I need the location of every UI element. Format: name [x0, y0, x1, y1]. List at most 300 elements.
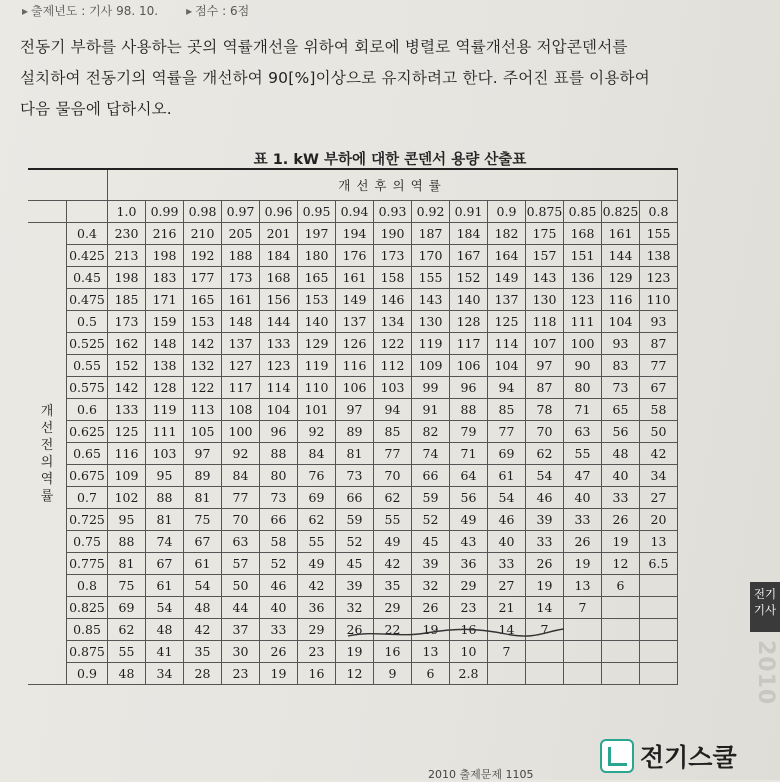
capacity-cell: 130 [526, 289, 564, 311]
capacity-cell: 87 [526, 377, 564, 399]
capacity-cell: 80 [260, 465, 298, 487]
capacity-cell: 45 [336, 553, 374, 575]
capacity-cell: 19 [260, 663, 298, 685]
capacity-cell: 62 [298, 509, 336, 531]
capacity-cell: 102 [108, 487, 146, 509]
table-corner [28, 169, 108, 201]
capacity-cell: 26 [412, 597, 450, 619]
capacity-cell: 113 [184, 399, 222, 421]
score-label: ▸ 점수 : 6점 [186, 2, 249, 19]
capacity-cell: 119 [412, 333, 450, 355]
capacity-cell: 156 [260, 289, 298, 311]
capacity-cell: 13 [564, 575, 602, 597]
before-pf-row-header: 0.425 [67, 245, 108, 267]
before-pf-row-header: 0.775 [67, 553, 108, 575]
capacity-cell: 167 [450, 245, 488, 267]
capacity-cell: 50 [640, 421, 678, 443]
capacity-cell: 103 [146, 443, 184, 465]
capacity-cell: 96 [450, 377, 488, 399]
question-line-3: 다음 물음에 답하시오. [20, 100, 172, 118]
capacity-cell: 111 [564, 311, 602, 333]
capacity-cell: 140 [450, 289, 488, 311]
before-pf-row-header: 0.8 [67, 575, 108, 597]
capacity-cell: 70 [374, 465, 412, 487]
capacity-cell: 26 [260, 641, 298, 663]
capacity-cell: 149 [488, 267, 526, 289]
capacity-cell: 164 [488, 245, 526, 267]
capacity-cell: 55 [108, 641, 146, 663]
capacity-cell: 39 [526, 509, 564, 531]
capacity-cell: 210 [184, 223, 222, 245]
capacity-cell: 125 [108, 421, 146, 443]
capacity-cell: 109 [108, 465, 146, 487]
capacity-cell: 81 [336, 443, 374, 465]
capacity-cell: 77 [640, 355, 678, 377]
capacity-cell: 29 [450, 575, 488, 597]
capacity-cell: 114 [488, 333, 526, 355]
capacity-cell: 62 [526, 443, 564, 465]
capacity-cell: 133 [260, 333, 298, 355]
capacity-cell: 119 [146, 399, 184, 421]
after-pf-column-header: 0.95 [298, 201, 336, 223]
capacity-cell: 71 [450, 443, 488, 465]
capacity-cell: 16 [374, 641, 412, 663]
chapter-tab-line-2: 기사 [753, 603, 777, 617]
capacity-cell: 192 [184, 245, 222, 267]
capacity-cell: 187 [412, 223, 450, 245]
capacity-cell: 29 [374, 597, 412, 619]
capacity-cell: 94 [374, 399, 412, 421]
table-row [28, 465, 678, 487]
capacity-cell: 63 [222, 531, 260, 553]
capacity-cell: 230 [108, 223, 146, 245]
table-row [28, 377, 678, 399]
capacity-cell: 151 [564, 245, 602, 267]
capacity-cell: 84 [298, 443, 336, 465]
capacity-cell: 88 [450, 399, 488, 421]
before-pf-row-header: 0.4 [67, 223, 108, 245]
capacity-cell: 20 [640, 509, 678, 531]
table-row [28, 421, 678, 443]
capacity-cell: 144 [260, 311, 298, 333]
capacity-cell: 81 [146, 509, 184, 531]
capacity-cell: 168 [564, 223, 602, 245]
capacity-cell: 19 [412, 619, 450, 641]
capacity-cell: 9 [374, 663, 412, 685]
capacity-cell: 97 [526, 355, 564, 377]
capacity-cell: 85 [488, 399, 526, 421]
capacity-cell: 75 [108, 575, 146, 597]
before-pf-row-header: 0.65 [67, 443, 108, 465]
capacity-cell: 157 [526, 245, 564, 267]
capacity-cell: 137 [488, 289, 526, 311]
capacity-cell: 109 [412, 355, 450, 377]
capacity-cell: 16 [298, 663, 336, 685]
capacitor-capacity-table [28, 168, 678, 685]
capacity-cell: 57 [222, 553, 260, 575]
capacity-cell: 52 [412, 509, 450, 531]
capacity-cell: 67 [146, 553, 184, 575]
after-pf-column-header: 0.96 [260, 201, 298, 223]
capacity-cell: 55 [564, 443, 602, 465]
capacity-cell: 123 [564, 289, 602, 311]
capacity-cell: 50 [222, 575, 260, 597]
capacity-cell: 47 [564, 465, 602, 487]
circuit-logo-icon [600, 739, 634, 773]
capacity-cell: 23 [298, 641, 336, 663]
after-pf-group-header: 개선후의역률 [108, 169, 678, 201]
capacity-cell: 137 [336, 311, 374, 333]
page-footer: 2010 출제문제 1105 [428, 768, 534, 781]
capacity-cell: 180 [298, 245, 336, 267]
capacity-cell: 36 [298, 597, 336, 619]
capacity-cell: 26 [526, 553, 564, 575]
capacity-cell: 161 [222, 289, 260, 311]
capacity-cell: 134 [374, 311, 412, 333]
capacity-cell: 59 [336, 509, 374, 531]
table-row [28, 575, 678, 597]
capacity-cell: 177 [184, 267, 222, 289]
capacity-cell: 55 [298, 531, 336, 553]
capacity-cell: 69 [298, 487, 336, 509]
before-pf-row-header: 0.675 [67, 465, 108, 487]
after-pf-column-header: 0.99 [146, 201, 184, 223]
capacity-cell: 77 [222, 487, 260, 509]
capacity-cell: 19 [336, 641, 374, 663]
capacity-cell: 122 [374, 333, 412, 355]
table-row [28, 443, 678, 465]
capacity-cell: 198 [108, 267, 146, 289]
capacity-cell: 161 [602, 223, 640, 245]
capacity-cell: 213 [108, 245, 146, 267]
capacity-cell: 32 [336, 597, 374, 619]
capacity-cell: 23 [450, 597, 488, 619]
capacity-cell: 93 [640, 311, 678, 333]
capacity-cell: 81 [108, 553, 146, 575]
before-pf-row-header: 0.5 [67, 311, 108, 333]
capacity-cell: 201 [260, 223, 298, 245]
capacity-cell: 19 [526, 575, 564, 597]
capacity-cell: 155 [640, 223, 678, 245]
capacity-cell: 55 [374, 509, 412, 531]
capacity-cell: 27 [640, 487, 678, 509]
capacity-cell: 184 [450, 223, 488, 245]
before-pf-row-header: 0.725 [67, 509, 108, 531]
capacity-cell: 59 [412, 487, 450, 509]
table-row [28, 245, 678, 267]
capacity-cell: 143 [526, 267, 564, 289]
capacity-cell: 48 [108, 663, 146, 685]
before-pf-group-header [28, 223, 67, 685]
capacity-cell: 42 [298, 575, 336, 597]
table-row [28, 619, 678, 641]
capacity-cell [488, 663, 526, 685]
capacity-cell: 128 [146, 377, 184, 399]
capacity-cell: 61 [488, 465, 526, 487]
capacity-cell: 32 [412, 575, 450, 597]
capacity-cell: 48 [146, 619, 184, 641]
capacity-cell: 54 [146, 597, 184, 619]
capacity-cell [564, 641, 602, 663]
capacity-cell: 104 [602, 311, 640, 333]
capacity-cell: 89 [336, 421, 374, 443]
capacity-cell: 136 [564, 267, 602, 289]
capacity-cell: 111 [146, 421, 184, 443]
capacity-cell: 35 [184, 641, 222, 663]
capacity-cell: 117 [450, 333, 488, 355]
capacity-cell: 33 [526, 531, 564, 553]
capacity-cell: 82 [412, 421, 450, 443]
capacity-cell: 23 [222, 663, 260, 685]
capacity-cell: 94 [488, 377, 526, 399]
capacity-cell: 49 [450, 509, 488, 531]
capacity-cell: 188 [222, 245, 260, 267]
table-row [28, 355, 678, 377]
capacity-cell [564, 619, 602, 641]
capacity-cell: 12 [602, 553, 640, 575]
capacity-cell: 142 [108, 377, 146, 399]
capacity-cell: 88 [260, 443, 298, 465]
capacity-cell: 39 [336, 575, 374, 597]
capacity-cell: 42 [640, 443, 678, 465]
capacity-cell: 34 [146, 663, 184, 685]
capacity-cell: 74 [412, 443, 450, 465]
capacity-cell: 100 [222, 421, 260, 443]
capacity-cell: 46 [260, 575, 298, 597]
capacity-cell: 56 [450, 487, 488, 509]
capacity-cell: 205 [222, 223, 260, 245]
capacity-cell: 122 [184, 377, 222, 399]
capacity-cell: 27 [488, 575, 526, 597]
capacity-cell: 105 [184, 421, 222, 443]
capacity-cell: 110 [298, 377, 336, 399]
capacity-cell: 46 [488, 509, 526, 531]
capacity-cell: 22 [374, 619, 412, 641]
capacity-cell: 126 [336, 333, 374, 355]
capacity-cell: 48 [602, 443, 640, 465]
capacity-cell: 90 [564, 355, 602, 377]
capacity-cell: 49 [298, 553, 336, 575]
capacity-cell: 92 [298, 421, 336, 443]
capacity-cell: 6 [412, 663, 450, 685]
capacity-cell: 114 [260, 377, 298, 399]
capacity-cell: 142 [184, 333, 222, 355]
capacity-cell: 175 [526, 223, 564, 245]
before-pf-row-header: 0.825 [67, 597, 108, 619]
capacity-cell: 165 [298, 267, 336, 289]
capacity-cell [640, 641, 678, 663]
capacity-cell: 129 [298, 333, 336, 355]
capacity-cell: 46 [526, 487, 564, 509]
capacity-cell: 110 [640, 289, 678, 311]
after-pf-column-header: 0.94 [336, 201, 374, 223]
capacity-cell: 30 [222, 641, 260, 663]
capacity-cell: 41 [146, 641, 184, 663]
capacity-cell: 35 [374, 575, 412, 597]
capacity-cell: 13 [412, 641, 450, 663]
capacity-cell: 185 [108, 289, 146, 311]
capacity-cell: 137 [222, 333, 260, 355]
capacity-cell: 73 [602, 377, 640, 399]
capacity-cell: 69 [488, 443, 526, 465]
table-row [28, 531, 678, 553]
capacity-cell: 148 [146, 333, 184, 355]
capacity-cell: 84 [222, 465, 260, 487]
capacity-cell: 132 [184, 355, 222, 377]
brand-watermark [600, 735, 780, 777]
capacity-cell: 153 [184, 311, 222, 333]
capacity-cell: 44 [222, 597, 260, 619]
capacity-cell: 67 [640, 377, 678, 399]
capacity-cell: 106 [336, 377, 374, 399]
capacity-cell: 171 [146, 289, 184, 311]
before-pf-row-header: 0.9 [67, 663, 108, 685]
capacity-cell: 63 [564, 421, 602, 443]
capacity-cell: 197 [298, 223, 336, 245]
capacity-cell: 93 [602, 333, 640, 355]
question-text [20, 32, 760, 125]
capacity-cell: 19 [602, 531, 640, 553]
capacity-cell: 43 [450, 531, 488, 553]
capacity-cell: 21 [488, 597, 526, 619]
after-pf-column-header: 0.92 [412, 201, 450, 223]
exam-year-label: ▸ 출제년도 : 기사 98. 10. [22, 2, 158, 19]
capacity-cell: 123 [260, 355, 298, 377]
capacity-cell [602, 663, 640, 685]
capacity-cell: 130 [412, 311, 450, 333]
capacity-cell: 73 [336, 465, 374, 487]
capacity-cell: 78 [526, 399, 564, 421]
capacity-cell: 33 [564, 509, 602, 531]
capacity-cell: 7 [564, 597, 602, 619]
capacity-cell: 161 [336, 267, 374, 289]
before-pf-row-header: 0.55 [67, 355, 108, 377]
capacity-cell: 162 [108, 333, 146, 355]
table-row [28, 509, 678, 531]
capacity-cell: 99 [412, 377, 450, 399]
before-pf-row-header: 0.575 [67, 377, 108, 399]
capacity-cell: 29 [298, 619, 336, 641]
capacity-cell: 101 [298, 399, 336, 421]
capacity-cell [526, 663, 564, 685]
capacity-cell: 26 [564, 531, 602, 553]
capacity-cell: 33 [488, 553, 526, 575]
capacity-cell: 33 [602, 487, 640, 509]
capacity-cell: 92 [222, 443, 260, 465]
capacity-cell: 107 [526, 333, 564, 355]
before-pf-row-header: 0.75 [67, 531, 108, 553]
capacity-cell: 14 [526, 597, 564, 619]
before-pf-row-header: 0.525 [67, 333, 108, 355]
capacity-cell: 127 [222, 355, 260, 377]
capacity-cell: 16 [450, 619, 488, 641]
capacity-cell: 26 [336, 619, 374, 641]
capacity-cell: 176 [336, 245, 374, 267]
capacity-cell: 62 [108, 619, 146, 641]
capacity-cell: 117 [222, 377, 260, 399]
capacity-cell: 173 [108, 311, 146, 333]
capacity-cell: 143 [412, 289, 450, 311]
question-line-2: 설치하여 전동기의 역률을 개선하여 90[%]이상으로 유지하려고 한다. 주어진 표를 이용하여 [20, 69, 650, 87]
capacity-cell: 62 [374, 487, 412, 509]
capacity-cell: 26 [602, 509, 640, 531]
capacity-cell: 149 [336, 289, 374, 311]
capacity-cell: 69 [108, 597, 146, 619]
after-pf-column-header: 0.98 [184, 201, 222, 223]
capacity-cell: 6 [602, 575, 640, 597]
capacity-cell [640, 619, 678, 641]
capacity-cell: 58 [640, 399, 678, 421]
after-pf-column-header: 0.8 [640, 201, 678, 223]
capacity-cell: 95 [146, 465, 184, 487]
capacity-cell [602, 597, 640, 619]
capacity-cell: 144 [602, 245, 640, 267]
capacity-cell: 39 [412, 553, 450, 575]
capacity-cell: 140 [298, 311, 336, 333]
capacity-cell: 77 [488, 421, 526, 443]
side-year-label: 2010 [753, 640, 778, 706]
capacity-cell: 146 [374, 289, 412, 311]
capacity-cell: 73 [260, 487, 298, 509]
after-pf-column-header: 0.97 [222, 201, 260, 223]
capacity-cell: 61 [184, 553, 222, 575]
capacity-cell [640, 663, 678, 685]
capacity-cell: 133 [108, 399, 146, 421]
capacity-cell: 97 [336, 399, 374, 421]
capacity-cell: 116 [336, 355, 374, 377]
capacity-cell [564, 663, 602, 685]
capacity-cell: 95 [108, 509, 146, 531]
capacity-cell: 28 [184, 663, 222, 685]
capacity-cell: 91 [412, 399, 450, 421]
capacity-cell: 153 [298, 289, 336, 311]
capacity-cell: 54 [184, 575, 222, 597]
capacity-cell: 45 [412, 531, 450, 553]
after-pf-column-header: 1.0 [108, 201, 146, 223]
capacity-cell: 33 [260, 619, 298, 641]
capacity-cell: 81 [184, 487, 222, 509]
capacity-cell: 14 [488, 619, 526, 641]
after-pf-column-header: 0.875 [526, 201, 564, 223]
capacity-cell: 88 [146, 487, 184, 509]
capacity-cell: 54 [488, 487, 526, 509]
capacity-cell: 119 [298, 355, 336, 377]
capacity-cell: 138 [640, 245, 678, 267]
capacity-cell: 77 [374, 443, 412, 465]
capacity-cell: 12 [336, 663, 374, 685]
table-row [28, 333, 678, 355]
capacity-cell: 183 [146, 267, 184, 289]
capacity-cell [640, 597, 678, 619]
capacity-cell: 194 [336, 223, 374, 245]
capacity-cell: 10 [450, 641, 488, 663]
before-pf-row-header: 0.875 [67, 641, 108, 663]
capacity-cell: 108 [222, 399, 260, 421]
table-row [28, 641, 678, 663]
capacity-cell: 34 [640, 465, 678, 487]
capacity-cell: 48 [184, 597, 222, 619]
capacity-cell: 96 [260, 421, 298, 443]
table-row [28, 223, 678, 245]
capacity-cell: 40 [564, 487, 602, 509]
table-corner-lower [28, 201, 67, 223]
capacity-cell: 67 [184, 531, 222, 553]
capacity-cell: 104 [488, 355, 526, 377]
chapter-tab-line-1: 전기 [753, 587, 777, 601]
table-row [28, 487, 678, 509]
capacity-cell: 87 [640, 333, 678, 355]
capacity-cell: 148 [222, 311, 260, 333]
